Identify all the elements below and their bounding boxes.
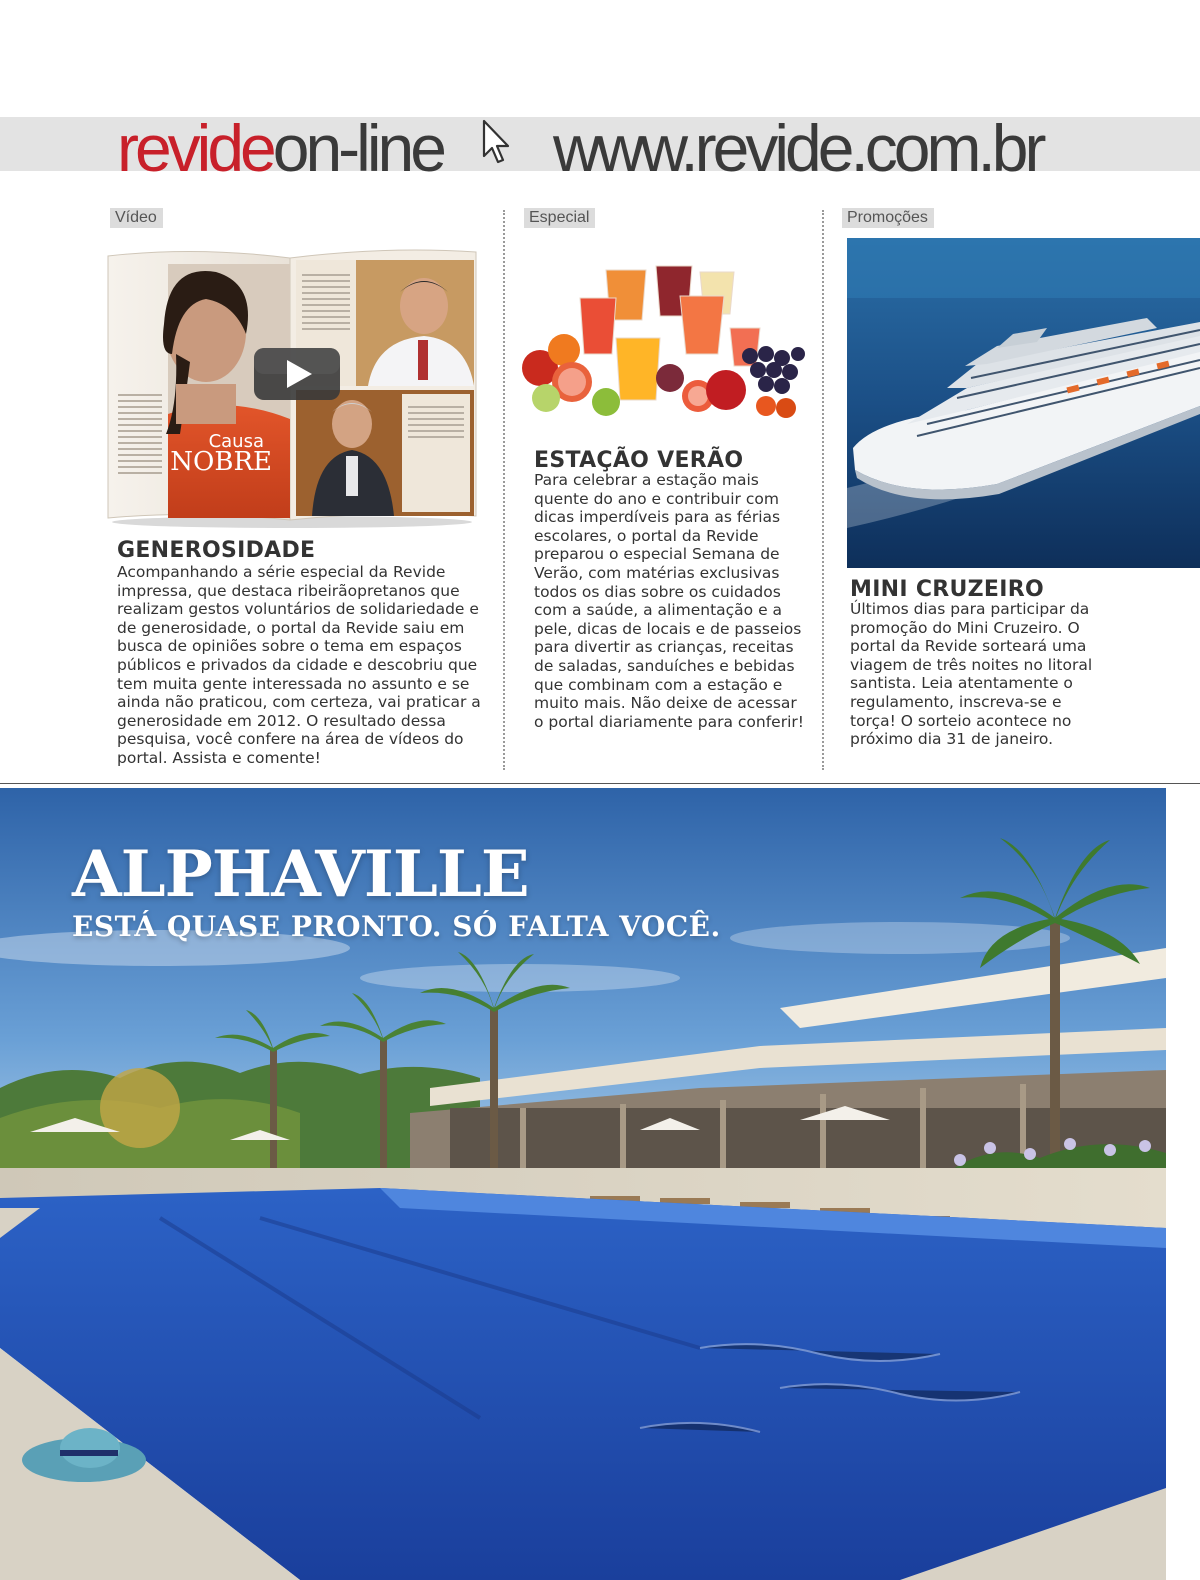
image-caption-big: NOBRE xyxy=(170,447,272,477)
cruise-ship-image xyxy=(847,238,1200,568)
site-url[interactable]: www.revide.com.br xyxy=(553,111,1043,185)
video-thumbnail-magazine[interactable] xyxy=(106,244,478,529)
article-body: Últimos dias para participar da promoção do Mini Cruzeiro. O portal da Revide sorteará uma viagem de três noites no litoral santista. Leia atentamente o regulamento, inscreva-se e torça! O sorteio acontece no próximo dia 31 de janeiro. xyxy=(850,600,1093,749)
ad-title: ALPHAVILLE xyxy=(72,837,529,912)
column-divider xyxy=(822,210,824,770)
article-body: Acompanhando a série especial da Revide impressa, que destaca ribeirãopretanos que realizam gestos voluntários de solidariedade e de generosidade, o portal da Revide saiu em busca de opiniões sobre o tema em espaços públicos e privados da cidade e descobriu que tem muita gente interessada no assunto e se ainda não praticou, com certeza, vai praticar a generosidade em 2012. O resultado dessa pesquisa, você confere na área de vídeos do portal. Assista e comente! xyxy=(117,563,481,767)
section-rule xyxy=(0,783,1200,784)
ad-subtitle: ESTÁ QUASE PRONTO. SÓ FALTA VOCÊ. xyxy=(72,910,721,943)
article-body: Para celebrar a estação mais quente do ano e contribuir com dicas imperdíveis para as férias escolares, o portal da Revide preparou o especial Semana de Verão, com matérias exclusivas todos os dias sobre os cuidados com a saúde, a alimentação e a pele, dicas de locais e de passeios para divertir as crianças, receitas de saladas, sanduíches e bebidas que combinam com a estação e muito mais. Não deixe de acessar o portal diariamente para conferir! xyxy=(534,471,804,731)
image-caption-small: Causa xyxy=(208,431,264,452)
section-tag-promotions[interactable]: Promoções xyxy=(842,208,934,228)
brand-logo-red-part: revide xyxy=(117,111,273,185)
brand-logo-dark-part: on-line xyxy=(272,111,443,185)
column-divider xyxy=(503,210,505,770)
fruits-and-juices-image xyxy=(520,258,812,418)
section-tag-video[interactable]: Vídeo xyxy=(110,208,163,228)
article-headline[interactable]: MINI CRUZEIRO xyxy=(850,577,1044,602)
play-button-icon[interactable] xyxy=(254,348,340,400)
mouse-cursor-icon xyxy=(480,118,516,168)
article-headline[interactable]: ESTAÇÃO VERÃO xyxy=(534,448,744,473)
brand-logo[interactable] xyxy=(117,110,443,186)
section-tag-special[interactable]: Especial xyxy=(524,208,595,228)
article-headline[interactable]: GENEROSIDADE xyxy=(117,538,316,563)
